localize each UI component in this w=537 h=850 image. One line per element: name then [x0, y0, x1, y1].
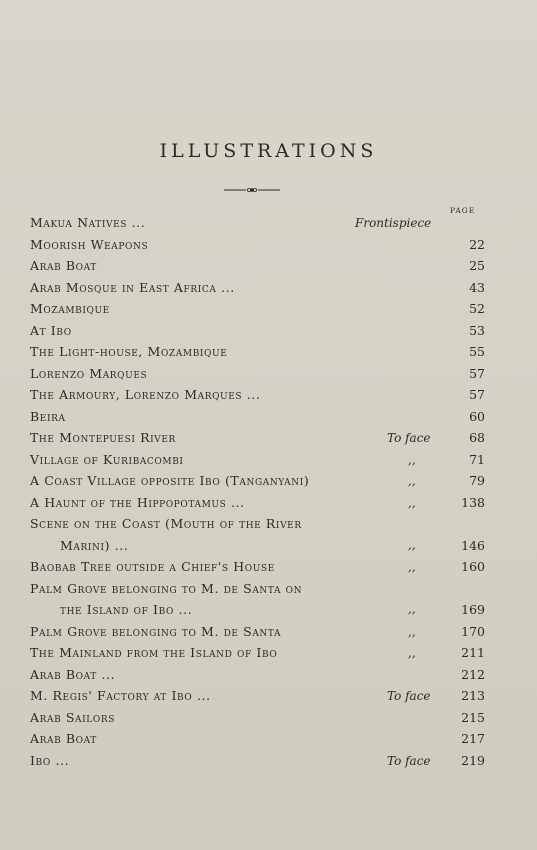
- list-item: [30, 233, 490, 255]
- entry-title: A Haunt of the Hippopotamus ...: [30, 494, 245, 510]
- list-item: [30, 727, 490, 749]
- entry-page-number: 160: [461, 559, 485, 574]
- entry-title: Village of Kuribacombi: [30, 451, 184, 467]
- entry-title: Beira: [30, 408, 66, 424]
- entry-title: Lorenzo Marques: [30, 365, 148, 381]
- list-item: [30, 448, 490, 470]
- entry-title: Arab Boat: [30, 258, 97, 273]
- entry-title: Scene on the Coast (Mouth of the River: [30, 516, 302, 531]
- list-item: [30, 491, 490, 513]
- entry-page-number: 170: [461, 623, 485, 639]
- list-item: [30, 319, 490, 341]
- list-item: [30, 641, 490, 663]
- entry-page-number: 43: [469, 279, 485, 295]
- entry-note: ,,: [408, 646, 416, 660]
- entry-note: To face: [387, 753, 431, 768]
- entry-note: ,,: [408, 602, 416, 616]
- list-item: [30, 749, 490, 771]
- entry-page-number: 53: [469, 322, 485, 338]
- entry-page-number: 52: [469, 301, 485, 316]
- entry-title: Palm Grove belonging to M. de Santa: [30, 623, 282, 639]
- ornament-rule-icon: [224, 187, 280, 193]
- entry-title: Ibo ...: [30, 752, 70, 768]
- entry-page-number: 57: [469, 387, 485, 402]
- entry-title: The Mainland from the Island of Ibo: [30, 645, 278, 660]
- list-item: [30, 254, 490, 276]
- page-column-label: PAGE: [450, 206, 476, 215]
- entry-note: Frontispiece: [355, 216, 432, 230]
- entry-page-number: 22: [469, 236, 485, 252]
- entry-note: ,,: [408, 474, 416, 488]
- list-item: [30, 620, 490, 642]
- entry-title: The Montepuesi River: [30, 430, 176, 445]
- entry-page-number: 68: [469, 430, 485, 445]
- entry-title: Arab Sailors: [30, 709, 116, 725]
- entry-page-number: 55: [469, 344, 485, 359]
- illustrations-list: [30, 211, 490, 770]
- entry-title-continued: the Island of Ibo ...: [60, 602, 193, 617]
- entry-title: Palm Grove belonging to M. de Santa on: [30, 580, 303, 596]
- page-title: ILLUSTRATIONS: [159, 140, 378, 162]
- entry-note: ,,: [408, 452, 416, 467]
- entry-title: The Armoury, Lorenzo Marques ...: [30, 387, 261, 402]
- entry-note: To face: [387, 431, 431, 445]
- list-item: [30, 577, 490, 620]
- entry-page-number: 217: [461, 731, 485, 746]
- list-item: [30, 663, 490, 685]
- list-item: [30, 555, 490, 577]
- entry-title: Mozambique: [30, 301, 110, 316]
- entry-page-number: 71: [469, 451, 485, 467]
- entry-page-number: 215: [461, 709, 485, 725]
- entry-page-number: 79: [469, 473, 485, 488]
- entry-title-continued: Marini) ...: [60, 537, 129, 553]
- entry-page-number: 169: [461, 602, 485, 617]
- list-item: [30, 383, 490, 405]
- entry-title: A Coast Village opposite Ibo (Tanganyani): [30, 473, 310, 488]
- entry-title: At Ibo: [30, 322, 72, 338]
- entry-page-number: 211: [461, 645, 485, 660]
- list-item: [30, 276, 490, 298]
- list-item: [30, 211, 490, 233]
- entry-note: ,,: [408, 624, 416, 639]
- list-item: [30, 684, 490, 706]
- list-item: [30, 426, 490, 448]
- entry-page-number: 57: [469, 365, 485, 381]
- entry-title: The Light-house, Mozambique: [30, 344, 228, 359]
- entry-page-number: 60: [469, 408, 485, 424]
- list-item: [30, 405, 490, 427]
- entry-title: M. Regis' Factory at Ibo ...: [30, 688, 211, 703]
- list-item: [30, 340, 490, 362]
- entry-page-number: 138: [461, 494, 485, 510]
- entry-note: ,,: [408, 560, 416, 574]
- entry-title: Baobab Tree outside a Chief's House: [30, 559, 275, 574]
- entry-page-number: 212: [461, 666, 485, 682]
- list-item: [30, 469, 490, 491]
- entry-page-number: 146: [461, 537, 485, 553]
- entry-note: ,,: [408, 495, 416, 510]
- entry-title: Makua Natives ...: [30, 215, 146, 230]
- list-item: [30, 297, 490, 319]
- entry-page-number: 219: [461, 752, 485, 768]
- entry-title: Arab Boat: [30, 731, 97, 746]
- list-item: [30, 362, 490, 384]
- entry-page-number: 213: [461, 688, 485, 703]
- entry-note: To face: [387, 689, 431, 703]
- list-item: [30, 706, 490, 728]
- entry-title: Moorish Weapons: [30, 236, 149, 252]
- entry-title: Arab Mosque in East Africa ...: [30, 279, 235, 295]
- entry-title: Arab Boat ...: [30, 666, 116, 682]
- entry-page-number: 25: [469, 258, 485, 273]
- entry-note: ,,: [408, 537, 416, 552]
- list-item: [30, 512, 490, 555]
